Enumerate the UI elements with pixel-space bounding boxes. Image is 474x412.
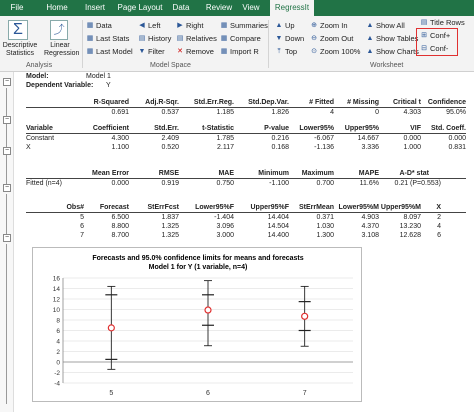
arrow-right-icon: ▶ xyxy=(177,21,183,29)
header-cell: Std. Coeff. xyxy=(431,125,466,132)
table-cell: -1.100 xyxy=(269,180,289,187)
table-cell: 4 xyxy=(330,109,334,116)
table-cell: 2.409 xyxy=(161,135,179,142)
tab-page-layout[interactable]: Page Layout xyxy=(117,3,163,12)
zoom-icon: ⊙ xyxy=(311,47,317,55)
y-tick-label: 14 xyxy=(52,286,60,293)
header-cell: # Missing xyxy=(347,99,379,106)
ribbon xyxy=(0,16,474,72)
table-cell: 4 xyxy=(437,223,441,230)
table-cell: 1.300 xyxy=(316,232,334,239)
y-tick-label: -2 xyxy=(54,370,60,377)
table-cell: 6.500 xyxy=(111,214,129,221)
table-cell: 1.325 xyxy=(161,223,179,230)
model-value: Model 1 xyxy=(86,73,111,80)
outline-line xyxy=(6,194,7,234)
header-cell: Adj.R-Sqr. xyxy=(145,99,179,106)
arrow-left-icon: ◀ xyxy=(139,21,145,29)
header-cell: Std.Err. xyxy=(154,125,179,132)
header-cell: # Fitted xyxy=(309,99,334,106)
linear-regression-button[interactable]: Linear Regression xyxy=(44,42,80,57)
last-model-button[interactable] xyxy=(86,47,133,56)
table-icon: ▦ xyxy=(86,47,94,55)
arrow-down-icon: ▼ xyxy=(275,34,283,42)
header-cell: Minimum xyxy=(258,170,289,177)
table-cell: 0.919 xyxy=(161,180,179,187)
table-cell: 5 xyxy=(80,214,84,221)
header-cell: MAPE xyxy=(358,170,379,177)
relatives-label: Relatives xyxy=(186,34,217,43)
history-button[interactable] xyxy=(138,34,171,43)
header-cell: Critical t xyxy=(392,99,421,106)
dependent-variable-label: Dependent Variable: xyxy=(26,82,94,89)
table-cell: 14.404 xyxy=(267,214,289,221)
table-cell: 0.000 xyxy=(111,180,129,187)
table-cell: 3.336 xyxy=(361,144,379,151)
table-rule xyxy=(26,107,466,108)
table-cell: 3.000 xyxy=(216,232,234,239)
top-label: Top xyxy=(285,47,298,56)
top-button[interactable] xyxy=(275,47,297,56)
show-tables-button[interactable] xyxy=(366,34,418,43)
outline-line xyxy=(6,88,7,184)
table-cell: 1.785 xyxy=(216,135,234,142)
dependent-variable-value: Y xyxy=(106,82,111,89)
title-rows-button[interactable] xyxy=(420,18,465,27)
table-cell: 0.700 xyxy=(316,180,334,187)
table-cell: 1.837 xyxy=(161,214,179,221)
tab-view[interactable]: View xyxy=(242,3,260,12)
y-tick-label: 4 xyxy=(56,338,60,346)
header-cell: Coefficient xyxy=(92,125,129,132)
compare-button[interactable] xyxy=(220,34,261,43)
remove-button[interactable] xyxy=(176,47,214,56)
tab-regressit[interactable]: RegressIt xyxy=(270,0,314,16)
data-label: Data xyxy=(96,21,112,30)
arrow-top-icon: ⤒ xyxy=(277,47,281,55)
forecast-point xyxy=(302,313,308,319)
table-cell: 4.903 xyxy=(361,214,379,221)
table-cell: 4.300 xyxy=(111,135,129,142)
regression-chart-icon: ⤴ xyxy=(50,20,68,40)
table-cell: 4.303 xyxy=(403,109,421,116)
x-tick-label: 7 xyxy=(302,390,307,397)
table-cell: 8.800 xyxy=(111,223,129,230)
table-cell: 0.831 xyxy=(448,144,466,151)
show-charts-button[interactable] xyxy=(366,47,419,56)
table-cell: 7 xyxy=(80,232,84,239)
arrow-up-icon: ▲ xyxy=(366,21,374,29)
header-cell: Upper95%M xyxy=(380,204,421,211)
chart-title: Forecasts and 95.0% confidence limits for means and forecasts xyxy=(92,255,304,262)
table-cell: 0.21 (P=0.553) xyxy=(394,180,441,187)
arrow-up-icon: ▲ xyxy=(275,21,283,29)
down-label: Down xyxy=(285,34,305,43)
forecast-point xyxy=(108,325,114,331)
arrow-up-icon: ▲ xyxy=(366,47,374,55)
table-cell: 1.030 xyxy=(316,223,334,230)
zoom-in-label: Zoom In xyxy=(320,21,348,30)
last-model-label: Last Model xyxy=(96,47,133,56)
header-cell: Maximum xyxy=(301,170,334,177)
zoom-out-label: Zoom Out xyxy=(320,34,354,43)
left-button[interactable] xyxy=(138,21,161,30)
tab-data[interactable]: Data xyxy=(172,3,190,12)
forecast-chart[interactable] xyxy=(32,247,362,402)
zoom-100-label: Zoom 100% xyxy=(320,47,361,56)
table-rule xyxy=(26,212,466,213)
table-cell: Fitted (n=4) xyxy=(26,180,62,187)
header-cell: Lower95%F xyxy=(195,204,234,211)
conf-minus-label: Conf- xyxy=(430,44,449,53)
forecast-point xyxy=(205,307,211,313)
data-button[interactable] xyxy=(86,21,112,30)
table-cell: 0.750 xyxy=(216,180,234,187)
zoom-in-icon: ⊕ xyxy=(311,21,317,29)
group-divider xyxy=(268,20,269,68)
show-all-label: Show All xyxy=(376,21,405,30)
tab-file[interactable]: File xyxy=(10,3,24,12)
filter-label: Filter xyxy=(148,47,165,56)
y-tick-label: 0 xyxy=(56,359,60,367)
header-cell: Variable xyxy=(26,125,53,132)
summaries-icon: ▦ xyxy=(220,21,228,29)
header-cell: Lower95% xyxy=(299,125,334,132)
right-label: Right xyxy=(186,21,204,30)
history-label: History xyxy=(148,34,172,43)
table-cell: 0.520 xyxy=(161,144,179,151)
y-tick-label: 6 xyxy=(56,328,60,335)
group-divider xyxy=(82,20,83,68)
table-cell: 2 xyxy=(437,214,441,221)
header-cell: t-Statistic xyxy=(202,125,234,132)
show-all-button[interactable] xyxy=(366,21,405,30)
down-button[interactable] xyxy=(275,34,304,43)
filter-icon: ▼ xyxy=(138,47,146,55)
table-cell: 3.108 xyxy=(361,232,379,239)
table-cell: Constant xyxy=(26,135,55,142)
relatives-icon: ▤ xyxy=(176,34,184,42)
header-cell: Mean Error xyxy=(92,170,129,177)
title-rows-label: Title Rows xyxy=(430,18,465,27)
zoom-out-button[interactable] xyxy=(310,34,353,43)
y-tick-label: 2 xyxy=(56,349,60,356)
conf-plus-label: Conf+ xyxy=(430,31,451,40)
filter-button[interactable] xyxy=(138,47,165,56)
table-cell: 0.000 xyxy=(448,135,466,142)
compare-icon: ▦ xyxy=(220,34,228,42)
show-tables-label: Show Tables xyxy=(376,34,419,43)
remove-label: Remove xyxy=(186,47,214,56)
model-space-group-label: Model Space xyxy=(150,62,191,69)
title-rows-icon: ▤ xyxy=(420,18,428,26)
header-cell: R-Squared xyxy=(93,99,129,106)
header-cell: Std.Dep.Var. xyxy=(248,99,289,106)
collapse-button[interactable]: − xyxy=(4,116,10,123)
conf-minus-icon: ⊟ xyxy=(421,44,427,52)
header-cell: Obs# xyxy=(66,204,84,211)
up-label: Up xyxy=(285,21,295,30)
zoom-out-icon: ⊖ xyxy=(311,34,317,42)
header-cell: StErrMean xyxy=(298,204,334,211)
table-cell: 8.700 xyxy=(111,232,129,239)
outline-gutter xyxy=(0,72,14,412)
table-cell: 6 xyxy=(80,223,84,230)
table-cell: 1.100 xyxy=(111,144,129,151)
summaries-button[interactable] xyxy=(220,21,268,30)
tab-review[interactable]: Review xyxy=(205,3,233,12)
conf-minus-button[interactable] xyxy=(420,44,448,53)
relatives-button[interactable] xyxy=(176,34,217,43)
header-cell: Upper95% xyxy=(344,125,379,132)
table-cell: 95.0% xyxy=(446,109,466,116)
collapse-button[interactable]: − xyxy=(4,147,10,154)
table-cell: 0.216 xyxy=(271,135,289,142)
compare-label: Compare xyxy=(230,34,261,43)
table-cell: 14.667 xyxy=(357,135,379,142)
table-cell: 0.168 xyxy=(271,144,289,151)
header-cell: MAE xyxy=(218,170,234,177)
analysis-group-label: Analysis xyxy=(26,62,53,69)
descriptive-statistics-button[interactable]: Descriptive Statistics xyxy=(2,42,38,57)
table-cell: 1.000 xyxy=(403,144,421,151)
table-cell: 0.371 xyxy=(316,214,334,221)
table-icon: ▦ xyxy=(86,34,94,42)
header-cell: A-D* stat xyxy=(399,170,429,177)
y-tick-label: -4 xyxy=(54,380,60,388)
table-cell: 1.826 xyxy=(271,109,289,116)
tab-insert[interactable]: Insert xyxy=(84,3,105,12)
table-cell: -6.067 xyxy=(314,135,334,142)
right-button[interactable] xyxy=(176,21,204,30)
last-stats-button[interactable] xyxy=(86,34,129,43)
header-cell: Forecast xyxy=(99,204,129,211)
table-cell: 14.504 xyxy=(267,223,289,230)
header-cell: Std.Err.Reg. xyxy=(193,99,234,106)
collapse-button[interactable]: − xyxy=(4,234,10,241)
conf-plus-button[interactable] xyxy=(420,31,450,40)
summaries-label: Summaries xyxy=(230,21,268,30)
arrow-up-icon: ▲ xyxy=(366,34,374,42)
table-cell: 8.097 xyxy=(403,214,421,221)
y-tick-label: 8 xyxy=(56,317,60,325)
header-cell: X xyxy=(436,204,441,211)
header-cell: Lower95%M xyxy=(338,204,379,211)
table-cell: 0.537 xyxy=(161,109,179,116)
table-cell: X xyxy=(26,144,31,151)
zoom-in-button[interactable] xyxy=(310,21,348,30)
chart-subtitle: Model 1 for Y (1 variable, n=4) xyxy=(148,264,248,271)
table-rule xyxy=(26,178,466,179)
history-icon: ▤ xyxy=(138,34,146,42)
table-cell: 1.325 xyxy=(161,232,179,239)
x-tick-label: 5 xyxy=(109,390,114,397)
table-cell: -1.136 xyxy=(314,144,334,151)
sigma-icon: Σ xyxy=(8,20,28,40)
y-tick-label: 12 xyxy=(52,296,60,304)
close-icon: ✕ xyxy=(177,47,183,55)
table-cell: 0.000 xyxy=(403,135,421,142)
left-label: Left xyxy=(148,21,161,30)
last-stats-label: Last Stats xyxy=(96,34,130,43)
table-rule xyxy=(26,133,466,134)
worksheet[interactable] xyxy=(14,72,474,412)
x-tick-label: 6 xyxy=(206,390,210,397)
table-cell: 13.230 xyxy=(399,223,421,230)
up-button[interactable] xyxy=(275,21,295,30)
table-cell: 11.6% xyxy=(359,180,379,187)
import-r-button[interactable] xyxy=(220,47,259,56)
table-cell: 2.117 xyxy=(217,144,234,151)
ribbon-tabs xyxy=(0,0,474,16)
model-label: Model: xyxy=(26,73,49,80)
header-cell: Upper95%F xyxy=(250,204,289,211)
import-icon: ▦ xyxy=(220,47,228,55)
header-cell: RMSE xyxy=(158,170,179,177)
import-r-label: Import R xyxy=(230,47,259,56)
outline-line xyxy=(6,244,7,404)
table-cell: 6 xyxy=(437,232,441,239)
collapse-button[interactable]: − xyxy=(4,184,10,191)
chart-svg xyxy=(33,248,363,403)
table-cell: 4.370 xyxy=(361,223,379,230)
table-cell: 1.185 xyxy=(216,109,234,116)
table-cell: 0 xyxy=(375,109,379,116)
table-cell: 12.628 xyxy=(399,232,421,239)
header-cell: StErrFcst xyxy=(147,204,179,211)
table-cell: -1.404 xyxy=(214,214,234,221)
zoom-100-button[interactable] xyxy=(310,47,360,56)
header-cell: Confidence xyxy=(427,99,466,106)
header-cell: VIF xyxy=(410,125,421,132)
tab-home[interactable]: Home xyxy=(46,3,68,12)
y-tick-label: 16 xyxy=(52,275,60,283)
header-cell: P-value xyxy=(264,125,289,132)
table-cell: 14.400 xyxy=(267,232,289,239)
y-tick-label: 10 xyxy=(52,307,60,314)
worksheet-group-label: Worksheet xyxy=(370,62,404,69)
show-charts-label: Show Charts xyxy=(376,47,419,56)
collapse-button[interactable]: − xyxy=(4,78,10,85)
conf-plus-icon: ⊞ xyxy=(421,31,427,39)
table-cell: 0.691 xyxy=(111,109,129,116)
table-icon: ▦ xyxy=(86,21,94,29)
table-cell: 3.096 xyxy=(216,223,234,230)
